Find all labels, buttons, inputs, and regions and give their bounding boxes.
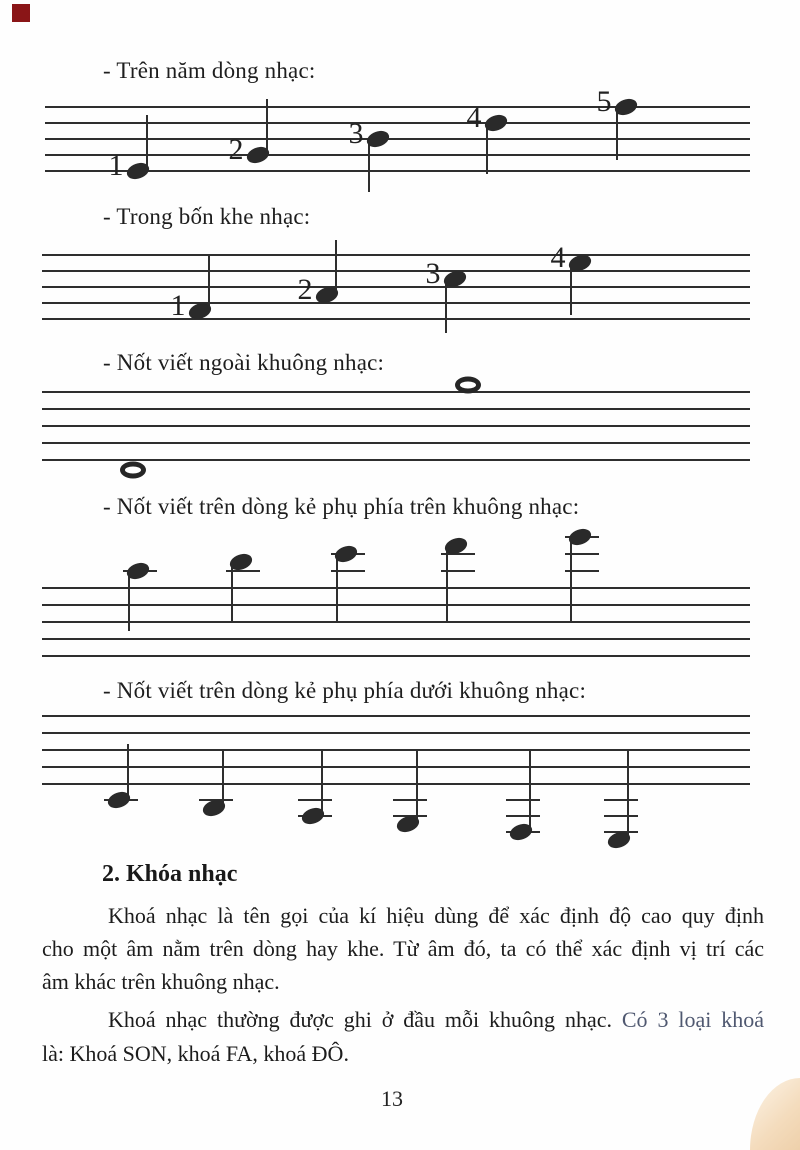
note-number: 2 — [228, 133, 244, 166]
ledger-line — [298, 799, 332, 801]
staff-line — [42, 766, 750, 768]
note-number: 4 — [550, 241, 566, 274]
note-number: 1 — [108, 149, 124, 182]
section-label-ledger-below: - Nốt viết trên dòng kẻ phụ phía dưới khuông nhạc: — [103, 678, 587, 703]
ledger-line — [604, 799, 638, 801]
page-number: 13 — [381, 1086, 403, 1111]
ledger-line — [604, 815, 638, 817]
note-stem — [127, 744, 129, 800]
note-stem — [529, 750, 531, 832]
note-number: 3 — [348, 117, 364, 150]
ledger-line — [506, 815, 540, 817]
ledger-line — [506, 799, 540, 801]
paragraph-line: Khoá nhạc là tên gọi của kí hiệu dùng để xác định độ cao quy định — [108, 903, 764, 928]
ledger-line — [393, 799, 427, 801]
paragraph-line — [42, 1007, 764, 1033]
paragraph-line: âm khác trên khuông nhạc. — [42, 969, 280, 994]
note-stem — [416, 750, 418, 824]
note-number: 2 — [297, 273, 313, 306]
section-label-four-spaces: - Trong bốn khe nhạc: — [103, 204, 311, 229]
section-label-ledger-above: - Nốt viết trên dòng kẻ phụ phía trên khuông nhạc: — [103, 494, 580, 519]
staff-line — [42, 732, 750, 734]
note-stem — [627, 750, 629, 840]
paragraph-line: là: Khoá SON, khoá FA, khoá ĐÔ. — [42, 1041, 349, 1066]
section-heading: 2. Khóa nhạc — [102, 861, 238, 887]
note-number: 5 — [596, 85, 612, 118]
paragraph-text: Khoá nhạc thường được ghi ở đầu mỗi khuông nhạc. — [108, 1007, 622, 1032]
section-label-outside-staff: - Nốt viết ngoài khuông nhạc: — [103, 350, 385, 375]
paragraph-line: cho một âm nằm trên dòng hay khe. Từ âm đó, ta có thể xác định vị trí các — [42, 936, 764, 961]
note-stem — [222, 750, 224, 808]
staff-line — [42, 715, 750, 717]
note-number: 1 — [170, 289, 186, 322]
paragraph-text-accent: Có 3 loại khoá — [621, 1007, 764, 1032]
staff-line — [42, 749, 750, 751]
note-number: 4 — [466, 101, 482, 134]
note-stem — [321, 750, 323, 816]
note-number: 3 — [425, 257, 441, 290]
section-label-five-lines: - Trên năm dòng nhạc: — [103, 58, 316, 83]
staff-line — [42, 783, 750, 785]
